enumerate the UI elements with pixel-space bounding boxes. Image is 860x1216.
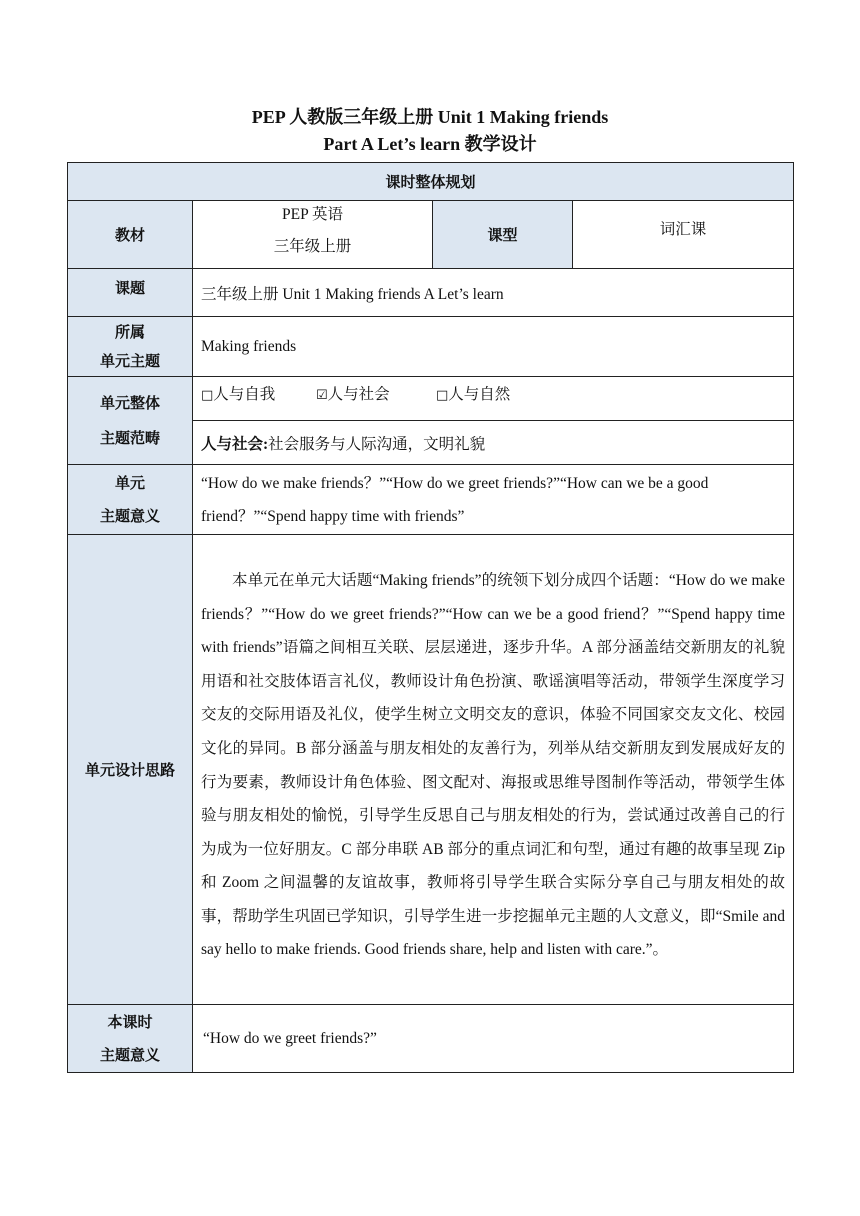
unit-meaning-label-1: 单元: [114, 473, 145, 492]
scope-label: [68, 377, 193, 465]
unit-theme-row: [68, 317, 794, 377]
unit-theme-label-1: 所属: [114, 322, 145, 341]
topic-row: [68, 269, 794, 317]
unit-meaning-label: [68, 465, 193, 535]
topic-label: 课题: [68, 269, 193, 317]
table-header: 课时整体规划: [68, 163, 794, 201]
unit-theme-label-2: 单元主题: [99, 351, 160, 370]
scope-detail: [193, 421, 794, 465]
unit-theme-value: Making friends: [193, 317, 794, 377]
scope-label-1: 单元整体: [99, 393, 160, 412]
lesson-plan-table: [67, 162, 794, 1073]
material-line2: 三年级上册: [273, 238, 352, 255]
document-title-line2: Part A Let’s learn 教学设计: [323, 134, 537, 154]
lesson-meaning-row: [68, 1005, 794, 1073]
unit-design-row: [68, 535, 794, 1005]
material-line1: PEP 英语: [281, 206, 343, 223]
scope-detail-text: 社会服务与人际沟通，文明礼貌: [268, 435, 486, 453]
unit-design-label: 单元设计思路: [68, 535, 193, 1005]
lesson-meaning-label-1: 本课时: [107, 1012, 153, 1031]
table-header-row: [68, 163, 794, 201]
scope-options-row: [68, 377, 794, 421]
checked-box-icon: ☑: [316, 388, 328, 403]
lesson-type-label: 课型: [433, 201, 573, 269]
unit-meaning-row: [68, 465, 794, 535]
lesson-type-value: 词汇课: [573, 201, 794, 269]
scope-options: [193, 377, 794, 421]
unchecked-box-icon: □: [436, 388, 449, 403]
lesson-meaning-label-2: 主题意义: [99, 1045, 160, 1064]
unit-meaning-label-2: 主题意义: [99, 506, 160, 525]
scope-label-2: 主题范畴: [99, 428, 160, 447]
scope-option-society[interactable]: ☑人与社会: [316, 383, 436, 408]
unit-design-text: 本单元在单元大话题“Making friends”的统领下划分成四个话题：“How do we make friends？”“How do we greet friends?”“How can we be a good friend？”“Spend happy time with friends”语篇之间相互关联、层层递进，逐步升华。A 部分涵盖结交新朋友的礼貌用语和社交肢体语言礼仪，教师设计角色扮演、歌谣演唱等活动，带领学生深度学习交友的交际用语及礼仪，使学生树立文明交友的意识，体验不同国家交友文化、校园文化的异同。B 部分涵盖与朋友相处的友善行为，列举从结交新朋友到发展成好友的行为要素，教师设计角色体验、图文配对、海报或思维导图制作等活动，带领学生体验与朋友相处的愉悦，引导学生反思自己与朋友相处的行为，尝试通过改善自己的行为成为一位好朋友。C 部分串联 AB 部分的重点词汇和句型，通过有趣的故事呈现 Zip 和 Zoom 之间温馨的友谊故事，教师将引导学生联合实际分享自己与朋友相处的故事，帮助学生巩固已学知识，引导学生进一步挖掘单元主题的人文意义，即“Smile and say hello to make friends. Good friends share, help and listen with care.”。: [193, 535, 794, 1005]
unit-meaning-value: “How do we make friends？”“How do we greet friends?”“How can we be a good friend？”“Spend happy time with friends”: [193, 465, 794, 535]
material-label: 教材: [68, 201, 193, 269]
lesson-meaning-label: [68, 1005, 193, 1073]
topic-value: 三年级上册 Unit 1 Making friends A Let’s learn: [193, 269, 794, 317]
material-row: [68, 201, 794, 269]
unit-theme-label: [68, 317, 193, 377]
material-value: [193, 201, 433, 269]
lesson-meaning-value: “How do we greet friends?”: [193, 1005, 794, 1073]
unchecked-box-icon: □: [201, 388, 214, 403]
scope-detail-heading: 人与社会:: [201, 435, 269, 453]
scope-option-self[interactable]: □人与自我: [201, 383, 316, 408]
scope-option-nature[interactable]: □人与自然: [436, 383, 510, 408]
document-title-line1: PEP 人教版三年级上册 Unit 1 Making friends: [251, 107, 609, 127]
